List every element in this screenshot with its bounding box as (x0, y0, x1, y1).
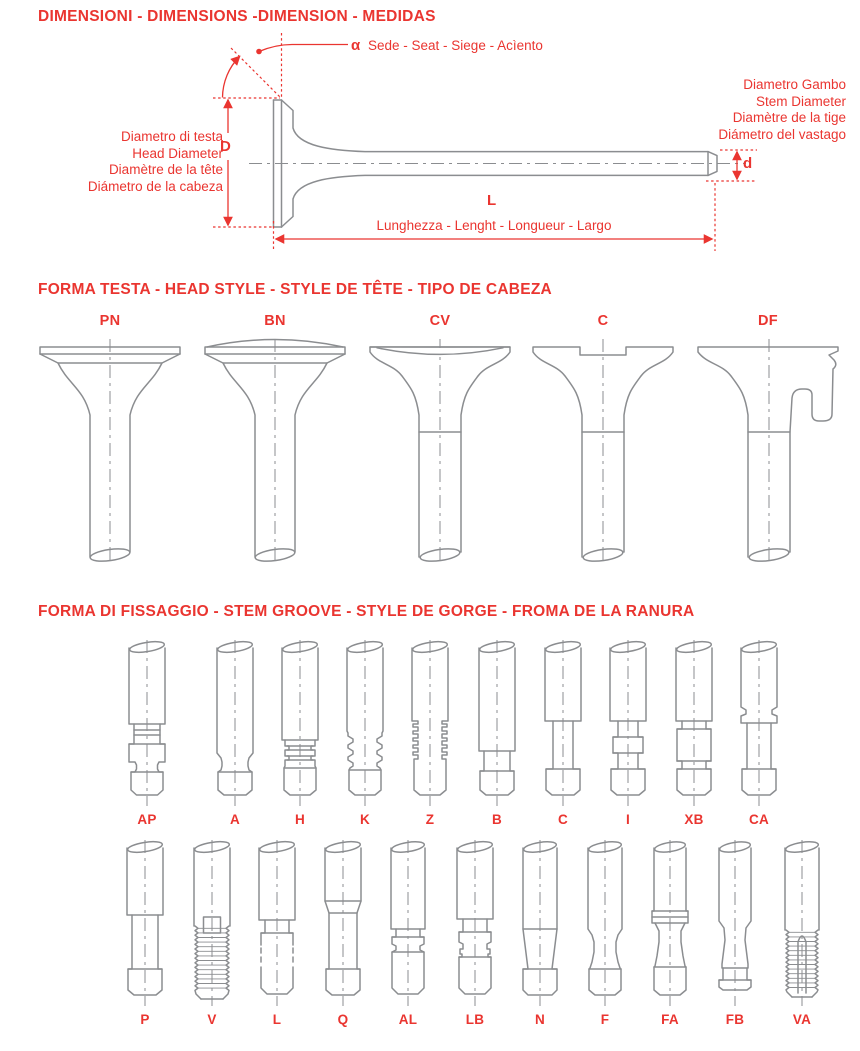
stem-drawing-al (373, 838, 443, 1010)
stem-groove-title: FORMA DI FISSAGGIO - STEM GROOVE - STYLE DE GORGE - FROMA DE LA RANURA (38, 603, 695, 620)
stem-diameter-label (718, 77, 846, 143)
stem-groove-label: Z (425, 812, 435, 827)
head-diameter-line: Diamètre de la tête (108, 162, 223, 177)
head-style-label: BN (264, 313, 286, 329)
stem-diameter-symbol: d (743, 155, 753, 172)
stem-groove-label: A (229, 812, 241, 827)
stem-figure-z (395, 638, 465, 827)
stem-drawing-fa (635, 838, 705, 1010)
head-style-drawing-cv (360, 335, 520, 567)
stem-drawing-va (767, 838, 837, 1010)
head-style-drawing-c (523, 335, 683, 567)
stem-groove-label: CA (748, 812, 770, 827)
stem-figure-xb (659, 638, 729, 827)
stem-figure-k (330, 638, 400, 827)
stem-groove-label: LB (465, 1012, 485, 1027)
head-style-label: C (597, 313, 609, 329)
stem-drawing-c (528, 638, 598, 810)
stem-drawing-b (462, 638, 532, 810)
stem-diameter-line: Diamètre de la tige (732, 110, 846, 125)
stem-figure-ap (112, 638, 182, 827)
head-diameter-label (88, 129, 223, 195)
stem-figure-va (767, 838, 837, 1027)
length-symbol: L (487, 192, 497, 209)
stem-diameter-line: Diametro Gambo (743, 77, 846, 92)
stem-drawing-xb (659, 638, 729, 810)
stem-drawing-h (265, 638, 335, 810)
alpha-symbol: α (351, 37, 361, 54)
stem-drawing-i (593, 638, 663, 810)
stem-groove-label: V (207, 1012, 217, 1027)
head-style-figure-pn (30, 313, 190, 567)
stem-drawing-l (242, 838, 312, 1010)
stem-groove-label: F (600, 1012, 610, 1027)
stem-groove-label: C (557, 812, 569, 827)
stem-figure-fb (700, 838, 770, 1027)
head-diameter-line: Diámetro de la cabeza (87, 178, 223, 194)
stem-groove-label: AP (137, 812, 157, 827)
stem-drawing-f (570, 838, 640, 1010)
stem-drawing-p (110, 838, 180, 1010)
stem-drawing-ca (724, 638, 794, 810)
head-diameter-symbol: D (220, 138, 231, 155)
stem-groove-label: H (294, 812, 306, 827)
stem-figure-al (373, 838, 443, 1027)
head-style-drawing-pn (30, 335, 190, 567)
stem-figure-p (110, 838, 180, 1027)
length-label: Lunghezza - Lenght - Longueur - Largo (376, 218, 612, 233)
stem-groove-label: L (272, 1012, 282, 1027)
stem-groove-label: Q (337, 1012, 349, 1027)
head-style-title: FORMA TESTA - HEAD STYLE - STYLE DE TÊTE - TIPO DE CABEZA (38, 281, 552, 298)
stem-figure-f (570, 838, 640, 1027)
stem-drawing-z (395, 638, 465, 810)
stem-figure-a (200, 638, 270, 827)
stem-drawing-n (505, 838, 575, 1010)
head-style-figure-df (688, 313, 848, 567)
head-diameter-line: Diametro di testa (120, 129, 223, 144)
head-style-drawing-bn (195, 335, 355, 567)
stem-diameter-line: Stem Diameter (755, 93, 846, 109)
stem-groove-label: VA (792, 1012, 812, 1027)
stem-drawing-fb (700, 838, 770, 1010)
stem-groove-label: N (534, 1012, 546, 1027)
stem-drawing-lb (440, 838, 510, 1010)
head-style-label: CV (429, 313, 451, 329)
head-diameter-line: Head Diameter (132, 145, 223, 161)
head-style-label: DF (758, 313, 778, 329)
stem-groove-label: P (140, 1012, 150, 1027)
stem-groove-label: B (491, 812, 503, 827)
head-style-drawing-df (688, 335, 848, 567)
head-style-label: PN (99, 313, 121, 329)
stem-figure-lb (440, 838, 510, 1027)
head-style-figure-bn (195, 313, 355, 567)
stem-figure-fa (635, 838, 705, 1027)
dimensions-title: DIMENSIONI - DIMENSIONS -DIMENSION - MEDIDAS (38, 8, 436, 25)
stem-figure-b (462, 638, 532, 827)
stem-figure-h (265, 638, 335, 827)
stem-figure-q (308, 838, 378, 1027)
stem-groove-label: I (625, 812, 631, 827)
stem-drawing-a (200, 638, 270, 810)
stem-groove-label: XB (684, 812, 704, 827)
stem-groove-label: AL (398, 1012, 418, 1027)
stem-groove-label: FB (725, 1012, 745, 1027)
stem-drawing-ap (112, 638, 182, 810)
stem-groove-label: K (359, 812, 371, 827)
stem-drawing-q (308, 838, 378, 1010)
seat-label: Sede - Seat - Siege - Acìento (368, 38, 543, 53)
head-style-figure-cv (360, 313, 520, 567)
stem-drawing-v (177, 838, 247, 1010)
stem-drawing-k (330, 638, 400, 810)
stem-figure-ca (724, 638, 794, 827)
stem-groove-label: FA (661, 1012, 679, 1027)
stem-figure-i (593, 638, 663, 827)
stem-figure-n (505, 838, 575, 1027)
head-style-figure-c (523, 313, 683, 567)
stem-figure-v (177, 838, 247, 1027)
stem-diameter-line: Diámetro del vastago (718, 126, 846, 142)
stem-figure-c (528, 638, 598, 827)
stem-figure-l (242, 838, 312, 1027)
